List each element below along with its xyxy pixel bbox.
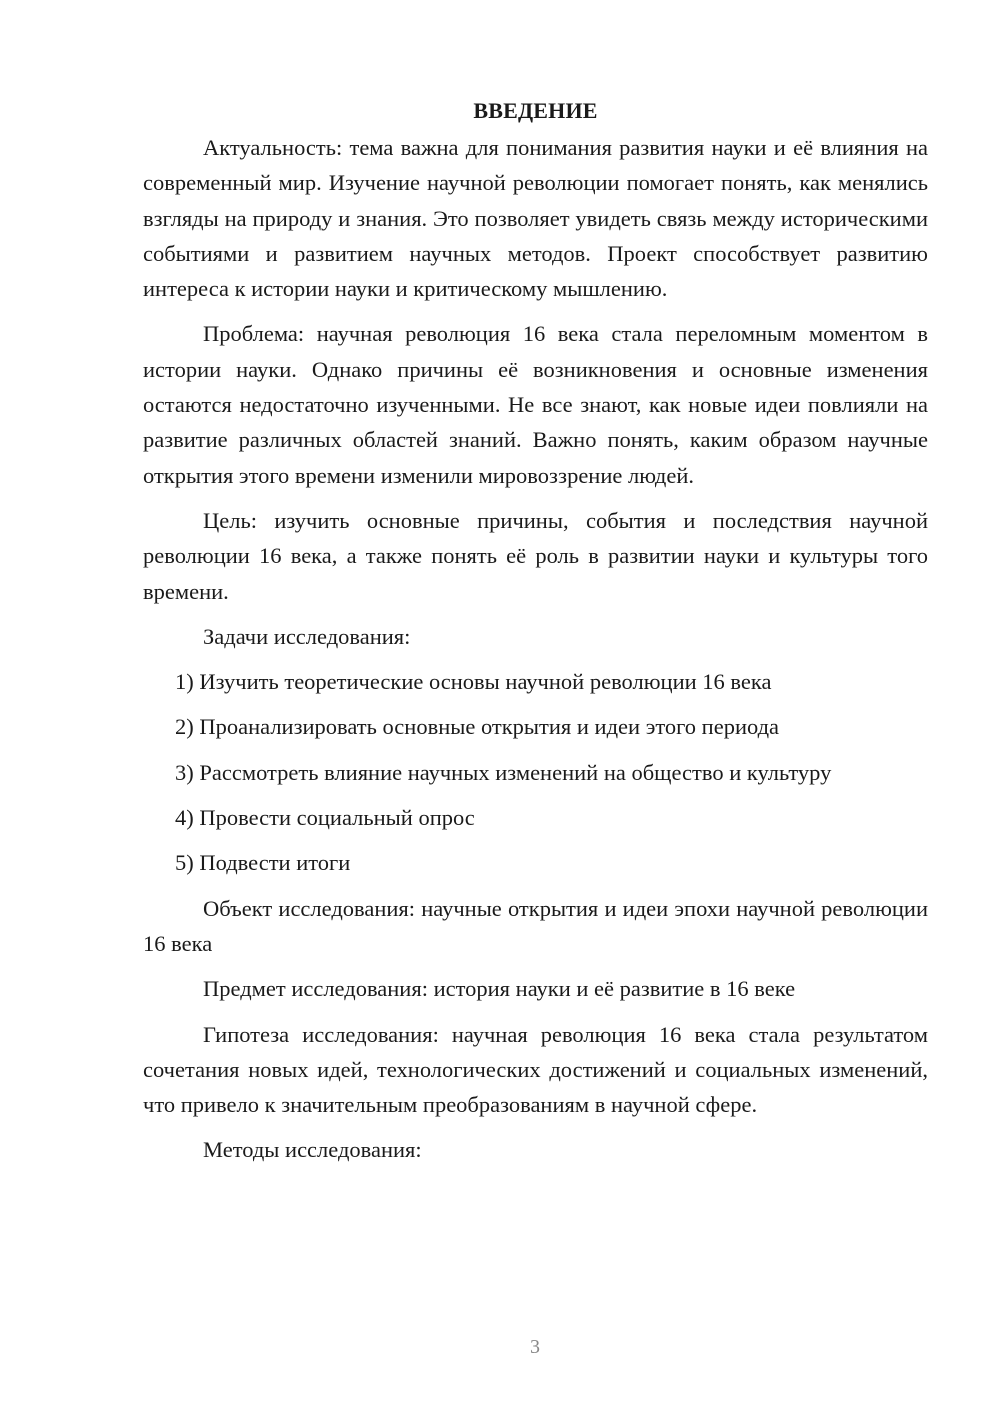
paragraph-goal: Цель: изучить основные причины, события и последствия научной революции 16 века, а также понять её роль в развитии науки и культуры того времени. xyxy=(143,507,928,604)
list-item: 4) Провести социальный опрос xyxy=(175,805,475,831)
paragraph-relevance: Актуальность: тема важна для понимания развития науки и её влияния на современный мир. Изучение научной революции помогает понять, как менялись взгляды на природу и знания. Это позволяет увидеть связь между историческими событиями и развитием научных методов. Проект способствует развитию интереса к истории науки и критическому мышлению. xyxy=(143,135,928,302)
list-item: 2) Проанализировать основные открытия и идеи этого периода xyxy=(175,714,780,740)
tasks-list xyxy=(143,664,928,880)
list-item: 3) Рассмотреть влияние научных изменений на общество и культуру xyxy=(175,759,832,785)
list-item: 1) Изучить теоретические основы научной революции 16 века xyxy=(175,669,772,695)
page-number: 3 xyxy=(530,1336,540,1358)
methods-title: Методы исследования: xyxy=(203,1137,422,1163)
page-content xyxy=(143,96,928,1178)
paragraph-problem: Проблема: научная революция 16 века стала переломным моментом в истории науки. Однако причины её возникновения и основные изменения остаются недостаточно изученными. Не все знают, как новые идеи повлияли на развитие различных областей знаний. Важно понять, каким образом научные открытия этого времени изменили мировоззрение людей. xyxy=(143,321,928,488)
tasks-title: Задачи исследования: xyxy=(203,623,411,649)
list-item: 5) Подвести итоги xyxy=(175,850,351,876)
page-title: ВВЕДЕНИЕ xyxy=(473,98,598,123)
paragraph-object: Объект исследования: научные открытия и идеи эпохи научной революции 16 века xyxy=(143,895,928,956)
paragraph-hypothesis: Гипотеза исследования: научная революция 16 века стала результатом сочетания новых идей, технологических достижений и социальных изменений, что привело к значительным преобразованиям в научной сфере. xyxy=(143,1021,928,1118)
paragraph-subject: Предмет исследования: история науки и её развитие в 16 веке xyxy=(203,976,796,1002)
